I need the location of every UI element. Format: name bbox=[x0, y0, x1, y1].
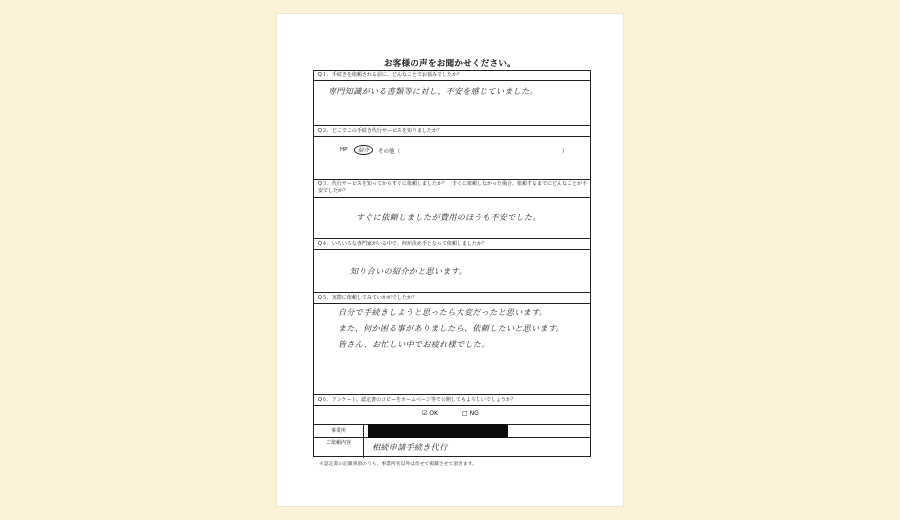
q2-option-referral: 紹介 bbox=[354, 145, 373, 155]
q3-answer: すぐに依頼しましたが費用のほうも不安でした。 bbox=[356, 213, 541, 222]
q4-answer: 知り合いの紹介かと思います。 bbox=[350, 267, 467, 276]
q5-answer-line-1: 自分で手続きしようと思ったら大変だったと思います。 bbox=[338, 308, 548, 317]
q1-section bbox=[314, 70, 590, 125]
q6-section bbox=[314, 394, 590, 425]
q4-section bbox=[314, 238, 590, 293]
service-label: ご依頼内容 bbox=[314, 438, 364, 458]
q2-option-hp: HP bbox=[340, 147, 348, 153]
office-label: 事業所 bbox=[314, 425, 364, 438]
q2-option-other: その他（ bbox=[378, 149, 401, 155]
q1-answer: 専門知識がいる書類等に対し、不安を感じていました。 bbox=[328, 87, 538, 96]
service-value: 相続申請手続き代行 bbox=[372, 443, 448, 452]
q6-question: Q６．アンケート、認定書のコピーをホームページ等で公開してもよろしいでしょうか？ bbox=[314, 395, 590, 406]
q4-question: Q４．いろいろな専門家がいる中で、何が決め手となって依頼しましたか？ bbox=[314, 239, 590, 250]
service-row bbox=[314, 437, 590, 458]
q2-other-close: ） bbox=[562, 149, 568, 155]
page-title: お客様の声をお聞かせください。 bbox=[383, 59, 516, 69]
q1-question: Q１．手続きを依頼される前に、どんなことでお悩みでしたか？ bbox=[314, 70, 590, 81]
q5-section bbox=[314, 292, 590, 395]
q2-question: Q２．どこでこの手続き代行サービスを知りましたか？ bbox=[314, 126, 590, 137]
q6-ok-checkbox: ☑ OK bbox=[422, 410, 438, 417]
q5-answer-line-2: また、何か困る事がありましたら、依頼したいと思います。 bbox=[338, 324, 565, 333]
survey-form bbox=[313, 70, 591, 457]
q6-ng-checkbox: □ NG bbox=[462, 410, 479, 417]
q3-question: Q３．代行サービスを知ってからすぐに依頼しましたか？ すぐに依頼しなかった場合、依頼するまでにどんなことが不安でしたか？ bbox=[314, 180, 590, 198]
redaction-bar bbox=[368, 424, 508, 438]
footnote: ＊認定書の記載事項のうち、事業所名以外は伏せて掲載させて頂きます。 bbox=[319, 462, 477, 467]
q2-section bbox=[314, 125, 590, 180]
q5-question: Q５．実際に依頼してみていかがでしたか？ bbox=[314, 293, 590, 304]
q5-answer-line-3: 皆さん、お忙しい中でお疲れ様でした。 bbox=[338, 340, 490, 349]
q3-section bbox=[314, 179, 590, 239]
